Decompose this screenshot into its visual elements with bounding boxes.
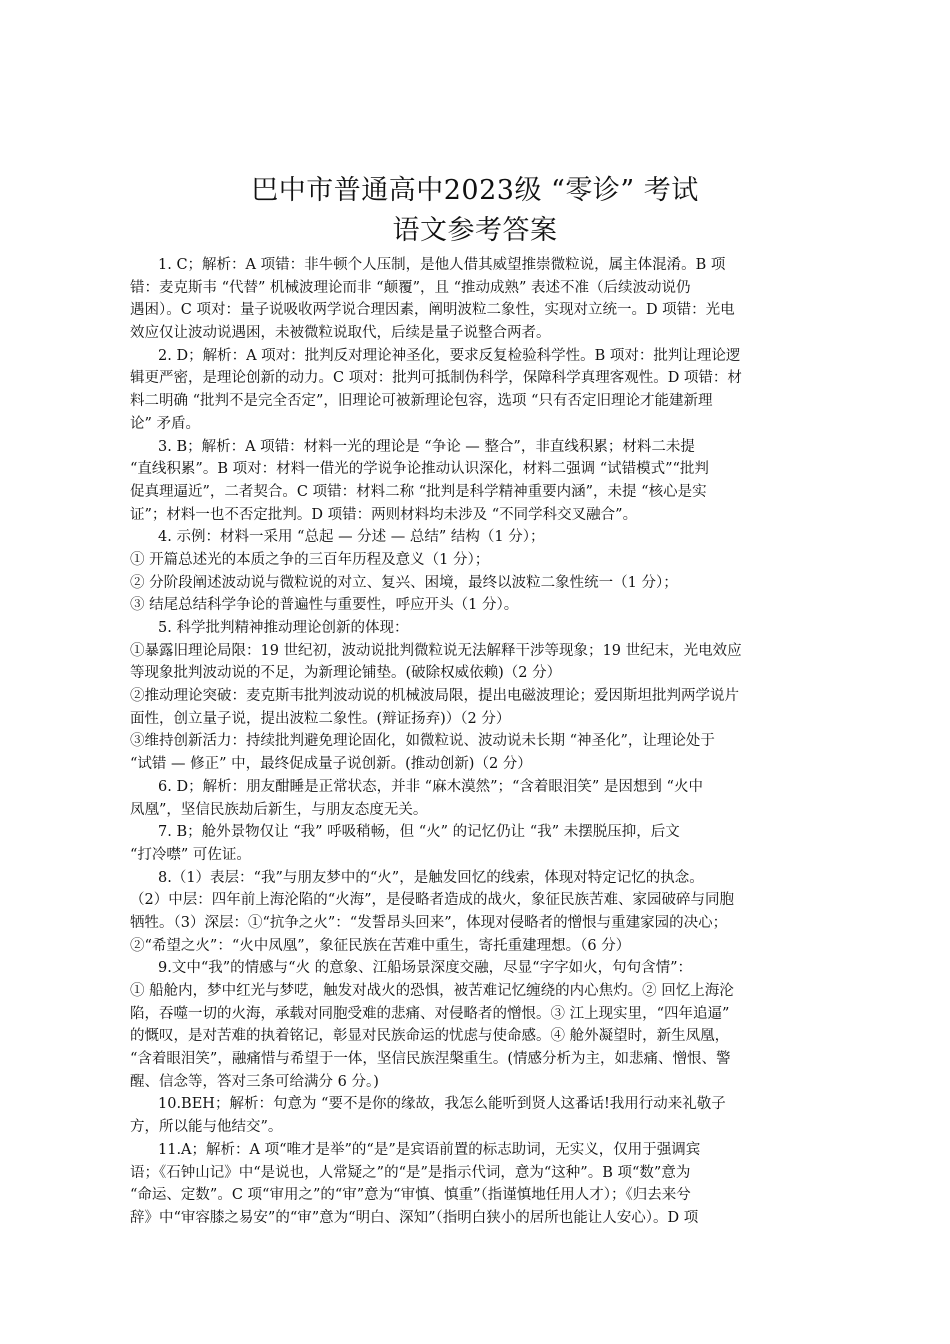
text-line: 错：麦克斯韦 “代替” 机械波理论而非 “颠覆”，且 “推动成熟” 表述不准（后续波动说仍 xyxy=(130,279,691,296)
text-line: 遇困）。C 项对：量子说吸收两学说合理因素，阐明波粒二象性，实现对立统一。D 项错：光电 xyxy=(130,302,735,319)
text-line: 促真理逼近”，二者契合。C 项错：材料二称 “批判是科学精神重要内涵”，未提 “核心是实 xyxy=(130,483,707,500)
text-line: 论” 矛盾。 xyxy=(130,415,201,432)
text-line: 10.BEH；解析：句意为 “要不是你的缘故，我怎么能听到贤人这番话!我用行动来礼敬子 xyxy=(158,1096,726,1113)
text-line: 2. D；解析：A 项对：批判反对理论神圣化，要求反复检验科学性。B 项对：批判让理论逻 xyxy=(158,347,741,364)
text-line: “试错 — 修正” 中，最终促成量子说创新。(推动创新)（2 分） xyxy=(130,756,532,773)
text-line: 6. D；解析：朋友酣睡是正常状态，并非 “麻木漠然”；“含着眼泪笑” 是因想到 “火中 xyxy=(158,778,703,795)
text-line: ③维持创新活力：持续批判避免理论固化，如微粒说、波动说未长期 “神圣化”，让理论处于 xyxy=(130,733,715,750)
text-line: 3. B；解析：A 项错：材料一光的理论是 “争论 — 整合”，非直线积累；材料二未提 xyxy=(158,438,695,455)
text-line: 面性，创立量子说，提出波粒二象性。(辩证扬弃)）（2 分） xyxy=(130,710,511,727)
text-line: 凤凰”，坚信民族劫后新生，与朋友态度无关。 xyxy=(130,801,428,818)
text-line: 辑更严密，是理论创新的动力。C 项对：批判可抵制伪科学，保障科学真理客观性。D 项错：材 xyxy=(130,370,742,387)
text-line: 8.（1）表层：“我”与朋友梦中的“火”，是触发回忆的线索，体现对特定记忆的执念。 xyxy=(158,869,704,886)
text-line: ①暴露旧理论局限：19 世纪初，波动说批判微粒说无法解释干涉等现象；19 世纪末，光电效应 xyxy=(130,642,742,659)
text-line: ① 船舱内，梦中红光与梦呓，触发对战火的恐惧，被苦难记忆缠绕的内心焦灼。② 回忆上海沦 xyxy=(130,983,734,999)
text-line: 1. C；解析：A 项错：非牛顿个人压制，是他人借其威望推崇微粒说，属主体混淆。B 项 xyxy=(158,257,726,273)
text-line: 辞》中“审容膝之易安”的“审”意为“明白、深知”（指明白狭小的居所也能让人安心）。D 项 xyxy=(130,1209,699,1226)
text-line: 11.A；解析：A 项“唯才是举”的“是”是宾语前置的标志助词，无实义，仅用于强调宾 xyxy=(158,1141,701,1158)
text-line: 等现象批判波动说的不足，为新理论铺垫。(破除权威依赖)（2 分） xyxy=(130,665,562,682)
text-line: “直线积累”。B 项对：材料一借光的学说争论推动认识深化，材料二强调 “试错模式”“批判 xyxy=(130,461,709,478)
text-line: ③ 结尾总结科学争论的普遍性与重要性，呼应开头（1 分）。 xyxy=(130,597,519,614)
text-line: 效应仅让波动说遇困，未被微粒说取代，后续是量子说整合两者。 xyxy=(130,325,551,342)
text-line: 7. B；舱外景物仅让 “我” 呼吸稍畅，但 “火” 的记忆仍让 “我” 未摆脱压抑，后文 xyxy=(158,824,680,841)
text-line: 料二明确 “批判不是完全否定”，旧理论可被新理论包容，选项 “只有否定旧理论才能建新理 xyxy=(130,393,713,410)
text-line: 证”；材料一也不否定批判。D 项错：两则材料均未涉及 “不同学科交叉融合”。 xyxy=(130,506,638,523)
text-line: “含着眼泪笑”，融痛惜与希望于一体，坚信民族涅槃重生。(情感分析为主，如悲痛、憎恨、警 xyxy=(130,1051,731,1068)
answer-body xyxy=(130,254,830,1230)
text-line: ②“希望之火”：“火中凤凰”，象征民族在苦难中重生，寄托重建理想。（6 分） xyxy=(130,937,631,954)
text-line: ②推动理论突破：麦克斯韦批判波动说的机械波局限，提出电磁波理论；爱因斯坦批判两学说片 xyxy=(130,688,739,705)
text-line: 的慨叹，是对苦难的执着铭记，彰显对民族命运的忧虑与使命感。④ 舱外凝望时，新生凤凰， xyxy=(130,1028,730,1045)
text-line: “命运、定数”。C 项“审用之”的“审”意为“审慎、慎重”（指谨慎地任用人才）；《归去来兮 xyxy=(130,1187,691,1204)
text-line: 语；《石钟山记》中“是说也，人常疑之”的“是”是指示代词，意为“这种”。B 项“数”意为 xyxy=(130,1164,691,1181)
text-line: ① 开篇总述光的本质之争的三百年历程及意义（1 分）； xyxy=(130,551,490,568)
document-title: 巴中市普通高中2023级 “零诊” 考试 xyxy=(251,175,699,206)
text-line: “打冷噤” 可佐证。 xyxy=(130,846,251,863)
text-line: 陷，吞噬一切的火海，承载对同胞受难的悲痛、对侵略者的憎恨。③ 江上现实里，“四年追逼” xyxy=(130,1005,730,1022)
text-line: 4. 示例：材料一采用 “总起 — 分述 — 总结” 结构（1 分）； xyxy=(158,529,545,546)
text-line: 方，所以能与他结交”。 xyxy=(130,1119,283,1136)
text-line: 牺牲。（3）深层：①“抗争之火”：“发誓昂头回来”，体现对侵略者的憎恨与重建家园的决心； xyxy=(130,914,728,931)
text-line: 5. 科学批判精神推动理论创新的体现： xyxy=(158,620,409,636)
text-line: 醒、信念等，答对三条可给满分 6 分。) xyxy=(130,1073,379,1090)
text-line: 9.文中“我”的情感与“火 的意象、江船场景深度交融，尽显“字字如火，句句含情”： xyxy=(158,960,693,977)
text-line: ② 分阶段阐述波动说与微粒说的对立、复兴、困境，最终以波粒二象性统一（1 分）； xyxy=(130,574,678,591)
text-line: （2）中层：四年前上海沦陷的“火海”，是侵略者造成的战火，象征民族苦难、家园破碎与同胞 xyxy=(130,892,735,909)
document-subtitle: 语文参考答案 xyxy=(392,215,558,246)
